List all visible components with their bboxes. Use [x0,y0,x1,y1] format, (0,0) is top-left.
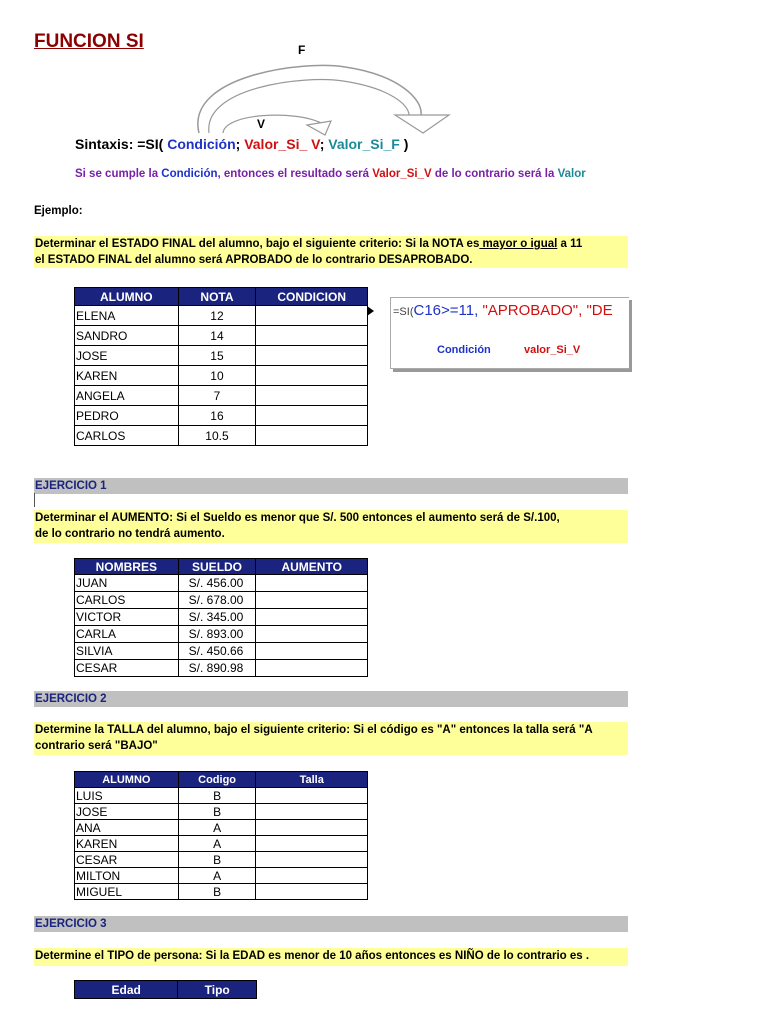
table-row [75,788,368,804]
cell-sueldo[interactable]: S/. 893.00 [178,626,256,643]
cell-codigo[interactable]: A [178,820,256,836]
ejercicio1-cursor [34,493,35,507]
cell-nota[interactable]: 7 [178,386,256,406]
desc-part2: , entonces el resultado será [217,168,373,180]
cell-alumno[interactable]: ELENA [75,306,179,326]
col-header-edad: Edad [75,981,178,999]
cell-nota[interactable]: 15 [178,346,256,366]
col-header-nombres: NOMBRES [75,559,179,575]
table-row [75,868,368,884]
cell-nombre[interactable]: JUAN [75,575,179,592]
cell-nota[interactable]: 10 [178,366,256,386]
table-row [75,836,368,852]
table-row [75,306,368,326]
cell-aumento[interactable] [256,609,368,626]
desc-valor-v: Valor_Si_V [372,168,432,180]
col-header-talla: Talla [256,772,368,788]
cell-codigo[interactable]: A [178,868,256,884]
table-row [75,426,368,446]
ejemplo-statement-line2: el ESTADO FINAL del alumno será APROBADO de lo contrario DESAPROBADO. [35,254,473,266]
col-header-codigo: Codigo [178,772,256,788]
cell-sueldo[interactable]: S/. 345.00 [178,609,256,626]
page-title: FUNCION SI [34,31,144,52]
formula-condition: C16>=11, [413,302,483,319]
ejemplo-statement [34,236,628,268]
ejercicio1-statement [34,510,628,543]
cell-alumno[interactable]: JOSE [75,346,179,366]
cell-condicion[interactable] [256,386,368,406]
cell-nombre[interactable]: CESAR [75,660,179,677]
ejercicio3-band: EJERCICIO 3 [34,916,628,932]
cell-aumento[interactable] [256,660,368,677]
cell-condicion[interactable] [256,346,368,366]
formula-caption-condicion: Condición [437,344,491,356]
table-row [75,346,368,366]
table-row [75,643,368,660]
cell-alumno[interactable]: KAREN [75,836,179,852]
cell-condicion[interactable] [256,366,368,386]
ejercicio3-table [74,980,257,999]
cell-talla[interactable] [256,804,368,820]
cell-codigo[interactable]: A [178,836,256,852]
cell-talla[interactable] [256,868,368,884]
cell-alumno[interactable]: LUIS [75,788,179,804]
ejemplo-label: Ejemplo: [34,205,83,217]
desc-valor-f: Valor [557,168,586,180]
true-branch-arrow [223,115,321,133]
cell-aumento[interactable] [256,592,368,609]
ejercicio1-band: EJERCICIO 1 [34,478,628,494]
ejercicio2-band: EJERCICIO 2 [34,691,628,707]
ejemplo-line1-b: a 11 [557,238,583,250]
syntax-line [75,136,408,152]
cell-talla[interactable] [256,836,368,852]
formula-callout-pointer [367,306,374,316]
table-row [75,592,368,609]
col-header-aumento: AUMENTO [256,559,368,575]
cell-nota[interactable]: 14 [178,326,256,346]
description-line [75,168,628,180]
table-row [75,884,368,900]
table-row [75,804,368,820]
formula-text [393,302,613,319]
cell-alumno[interactable]: KAREN [75,366,179,386]
cell-condicion[interactable] [256,326,368,346]
syntax-prefix: Sintaxis: =SI( [75,136,168,152]
ejercicio2-line1: Determine la TALLA del alumno, bajo el siguiente criterio: Si el código es "A" entonces la talla será "A [35,724,593,736]
ejemplo-table [74,287,368,446]
true-label: V [257,117,266,131]
table-row [75,366,368,386]
col-header-alumno: ALUMNO [75,288,179,306]
cell-sueldo[interactable]: S/. 456.00 [178,575,256,592]
syntax-valor-v: Valor_Si_ V [244,136,320,152]
table-row [75,660,368,677]
formula-callout [390,297,629,369]
col-header-alumno: ALUMNO [75,772,179,788]
cell-nota[interactable]: 10.5 [178,426,256,446]
ejercicio3-statement [34,948,628,966]
cell-nombre[interactable]: VICTOR [75,609,179,626]
cell-aumento[interactable] [256,626,368,643]
table-row [75,852,368,868]
ejercicio1-line2: de lo contrario no tendrá aumento. [35,528,225,540]
ejemplo-line1-underlined: mayor o igual [479,238,558,250]
syntax-valor-f: Valor_Si_F [328,136,400,152]
cell-nota[interactable]: 16 [178,406,256,426]
cell-sueldo[interactable]: S/. 678.00 [178,592,256,609]
ejercicio2-line2: contrario será "BAJO" [35,740,158,752]
ejercicio1-line1: Determinar el AUMENTO: Si el Sueldo es menor que S/. 500 entonces el aumento será de S/.100, [35,512,560,524]
ejercicio2-statement [34,722,628,755]
cell-aumento[interactable] [256,575,368,592]
cell-talla[interactable] [256,820,368,836]
formula-prefix: =SI( [393,306,414,318]
cell-nombre[interactable]: SILVIA [75,643,179,660]
ejemplo-line1-a: Determinar el ESTADO FINAL del alumno, bajo el siguiente criterio: Si la NOTA es [35,238,480,250]
table-row [75,609,368,626]
ejercicio1-table [74,558,368,677]
cell-alumno[interactable]: ANGELA [75,386,179,406]
false-label: F [298,43,306,57]
cell-codigo[interactable]: B [178,804,256,820]
cell-alumno[interactable]: SANDRO [75,326,179,346]
formula-value: "APROBADO", "DE [482,302,613,319]
ejemplo-statement-line1 [35,236,628,252]
table-row [75,626,368,643]
cell-alumno[interactable]: CARLOS [75,426,179,446]
table-row [75,326,368,346]
cell-talla[interactable] [256,788,368,804]
cell-alumno[interactable]: CESAR [75,852,179,868]
cell-condicion[interactable] [256,306,368,326]
table-row [75,386,368,406]
cell-condicion[interactable] [256,406,368,426]
desc-part1: Si se cumple la [75,168,162,180]
cell-condicion[interactable] [256,426,368,446]
cell-alumno[interactable]: MIGUEL [75,884,179,900]
syntax-sep1: ; [235,136,245,152]
cell-nota[interactable]: 12 [178,306,256,326]
cell-codigo[interactable]: B [178,852,256,868]
cell-talla[interactable] [256,884,368,900]
cell-sueldo[interactable]: S/. 890.98 [178,660,256,677]
desc-part3: de lo contrario será la [431,168,558,180]
table-row [75,820,368,836]
col-header-condicion: CONDICION [256,288,368,306]
cell-alumno[interactable]: PEDRO [75,406,179,426]
false-arrowhead [395,115,449,133]
cell-talla[interactable] [256,852,368,868]
formula-caption-valor: valor_Si_V [524,344,581,356]
cell-alumno[interactable]: JOSE [75,804,179,820]
col-header-nota: NOTA [178,288,256,306]
table-row [75,575,368,592]
cell-codigo[interactable]: B [178,884,256,900]
cell-alumno[interactable]: MILTON [75,868,179,884]
syntax-arrows-diagram [185,55,460,140]
ejercicio3-line1: Determine el TIPO de persona: Si la EDAD es menor de 10 años entonces es NIÑO de lo contrario es . [35,950,590,962]
col-header-sueldo: SUELDO [178,559,256,575]
cell-alumno[interactable]: ANA [75,820,179,836]
col-header-tipo: Tipo [178,981,257,999]
syntax-suffix: ) [399,136,409,152]
desc-condicion: Condición [161,168,218,180]
ejercicio2-table [74,771,368,900]
true-arrowhead [307,121,331,135]
cell-sueldo[interactable]: S/. 450.66 [178,643,256,660]
cell-aumento[interactable] [256,643,368,660]
syntax-condicion: Condición [167,136,236,152]
cell-codigo[interactable]: B [178,788,256,804]
table-row [75,406,368,426]
syntax-sep2: ; [319,136,329,152]
cell-nombre[interactable]: CARLA [75,626,179,643]
cell-nombre[interactable]: CARLOS [75,592,179,609]
